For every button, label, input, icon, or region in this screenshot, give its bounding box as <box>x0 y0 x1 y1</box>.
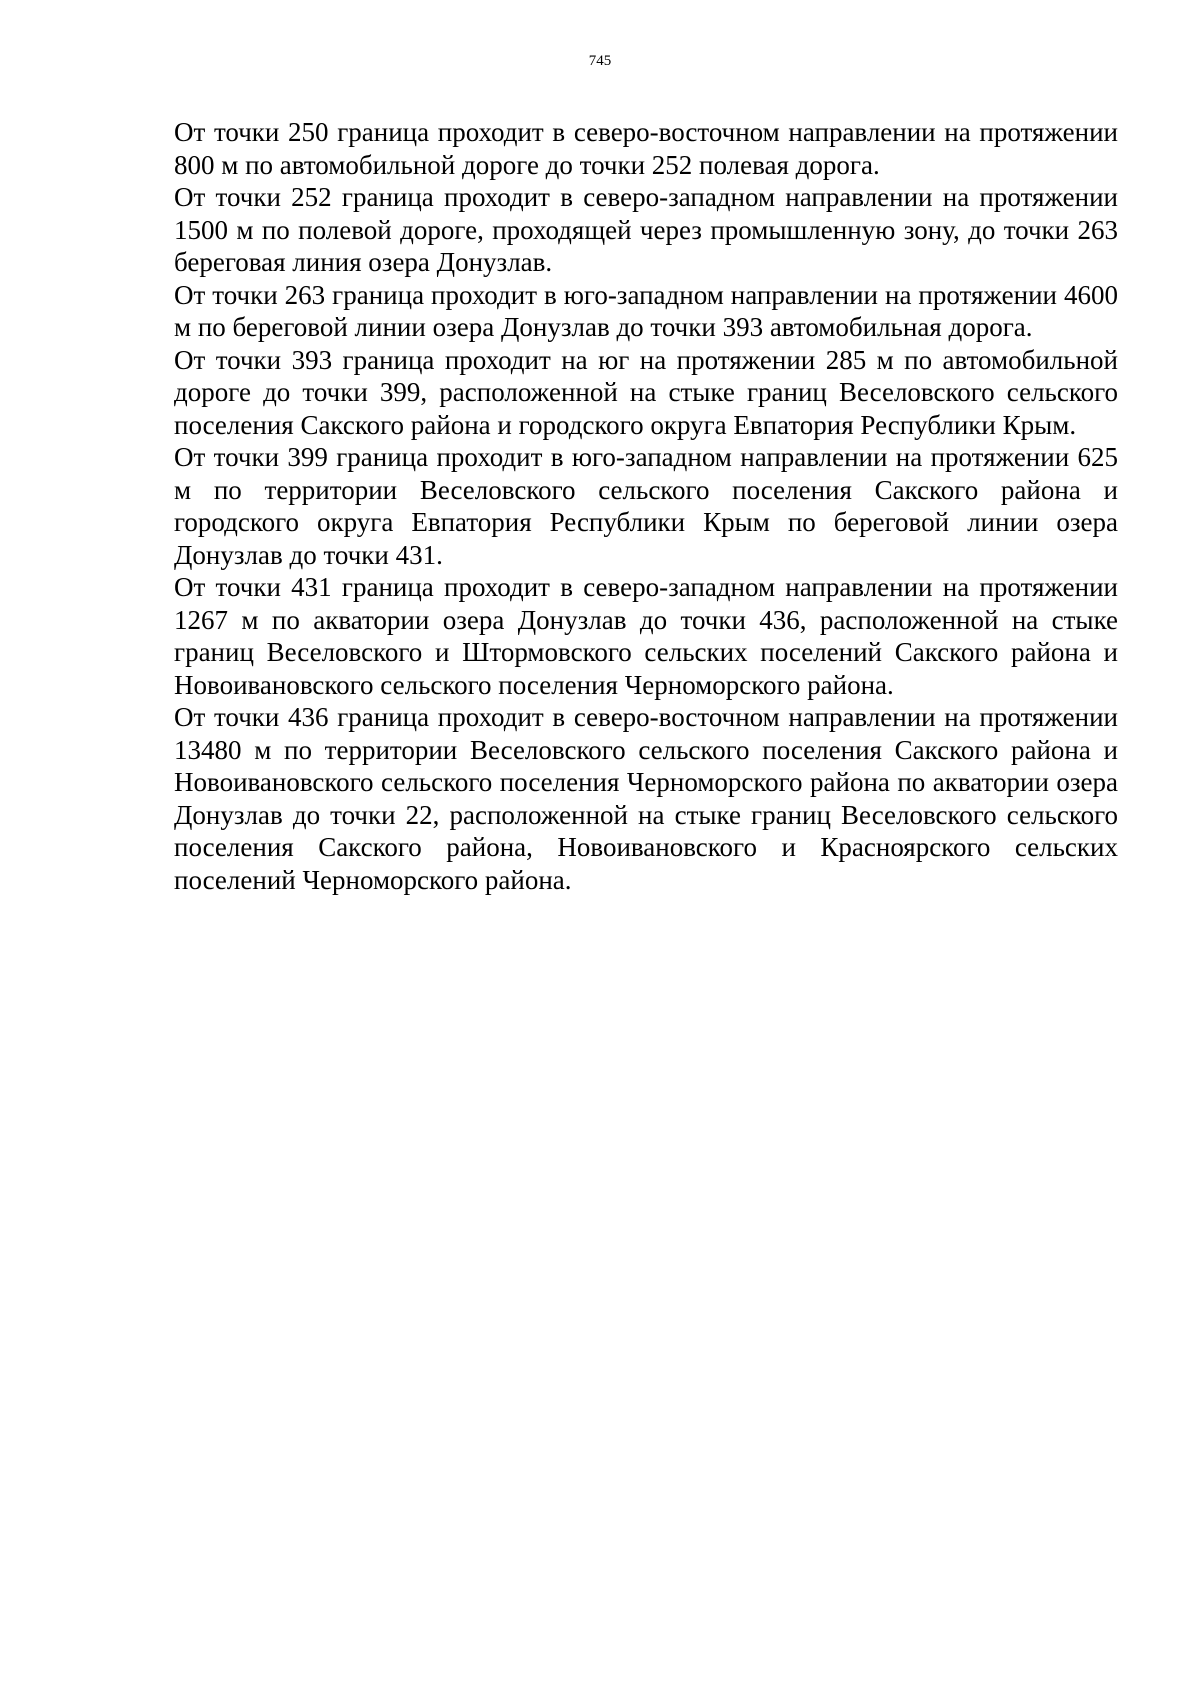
paragraph-point-393: От точки 393 граница проходит на юг на протяжении 285 м по автомобильной дороге до точки 399, расположенной на стыке границ Веселовского сельского поселения Сакского района и городского округа Евпатория Республики Крым. <box>174 344 1118 440</box>
paragraph-point-250: От точки 250 граница проходит в северо-восточном направлении на протяжении 800 м по автомобильной дороге до точки 252 полевая дорога. <box>174 117 1118 180</box>
paragraph-point-431: От точки 431 граница проходит в северо-западном направлении на протяжении 1267 м по акватории озера Донузлав до точки 436, расположенной на стыке границ Веселовского и Штормовского сельских поселений Сакского района и Новоивановского сельского поселения Черноморского района. <box>174 572 1118 700</box>
document-body <box>174 116 1118 896</box>
paragraph-point-252: От точки 252 граница проходит в северо-западном направлении на протяжении 1500 м по полевой дороге, проходящей через промышленную зону, до точки 263 береговая линия озера Донузлав. <box>174 182 1118 277</box>
paragraph-point-399: От точки 399 граница проходит в юго-западном направлении на протяжении 625 м по территории Веселовского сельского поселения Сакского района и городского округа Евпатория Республики Крым по береговой линии озера Донузлав до точки 431. <box>174 442 1118 570</box>
paragraph-point-436: От точки 436 граница проходит в северо-восточном направлении на протяжении 13480 м по территории Веселовского сельского поселения Сакского района и Новоивановского сельского поселения Черноморского района по акватории озера Донузлав до точки 22, расположенной на стыке границ Веселовского сельского поселения Сакского района, Новоивановского и Красноярского сельских поселений Черноморского района. <box>174 702 1118 895</box>
paragraph-point-263: От точки 263 граница проходит в юго-западном направлении на протяжении 4600 м по береговой линии озера Донузлав до точки 393 автомобильная дорога. <box>174 279 1118 342</box>
page-number: 745 <box>588 53 612 69</box>
